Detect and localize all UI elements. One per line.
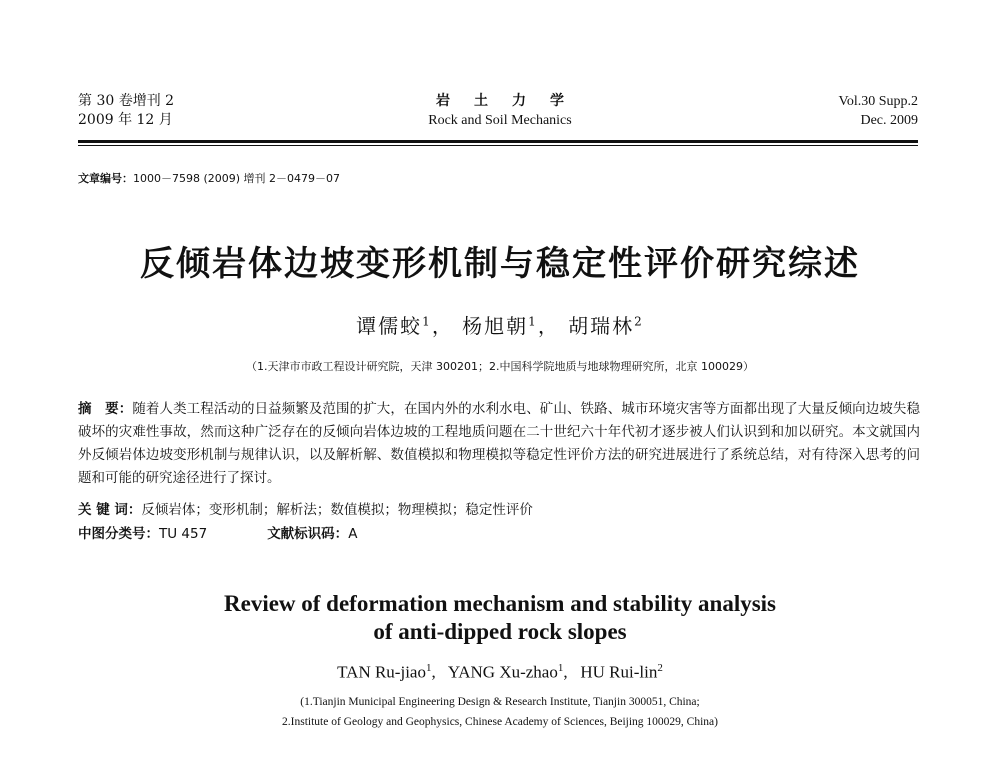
author-cn-3-sup: 2: [634, 314, 644, 329]
title-en: [0, 590, 1000, 646]
header-date-en: Dec. 2009: [860, 113, 918, 128]
header-center: [380, 92, 620, 130]
author-cn-2-sep: ，: [537, 314, 560, 338]
clc-value: TU 457: [159, 526, 208, 542]
doc-code-value: A: [348, 526, 358, 542]
header-journal-en: Rock and Soil Mechanics: [428, 113, 572, 128]
keywords-cn: [78, 498, 533, 518]
header-left: [78, 92, 174, 130]
author-en-2: YANG Xu-zhao: [447, 662, 558, 682]
header-rule-thick: [78, 140, 918, 143]
header-right: [839, 92, 918, 130]
author-en-3: HU Rui-lin: [580, 662, 658, 682]
article-number-label: 文章编号：: [78, 172, 133, 185]
author-cn-2: 杨旭朝: [462, 314, 529, 338]
authors-en: [0, 662, 1000, 683]
author-cn-3: 胡瑞林: [568, 314, 635, 338]
abstract-text: 随着人类工程活动的日益频繁及范围的扩大，在国内外的水利水电、矿山、铁路、城市环境灾害等方面都出现了大量反倾向边坡失稳破坏的灾难性事故，然而这种广泛存在的反倾向岩体边坡的工程地质问题在二十世纪六十年代初才逐步被人们认识到和加以研究。本文就国内外反倾岩体边坡变形机制与规律认识，以及解析解、数值模拟和物理模拟等稳定性评价方法的研究进展进行了系统总结，对有待深入思考的问题和可能的研究途径进行了探讨。: [78, 401, 920, 486]
article-number-value: 1000－7598 (2009) 增刊 2－0479－07: [133, 172, 341, 185]
authors-cn: [0, 310, 1000, 339]
author-cn-1: 谭儒蛟: [356, 314, 423, 338]
header-volume-cn: 第 30 卷增刊 2: [78, 93, 175, 109]
keywords-text: 反倾岩体；变形机制；解析法；数值模拟；物理模拟；稳定性评价: [141, 502, 533, 518]
clc-label: 中图分类号：: [78, 526, 159, 542]
header-volume-en: Vol.30 Supp.2: [838, 94, 918, 109]
header-journal-cn: 岩土力学: [436, 93, 588, 109]
author-en-3-sup: 2: [657, 662, 663, 674]
affiliation-en: [0, 692, 1000, 732]
article-number: [78, 170, 340, 186]
author-en-1-sep: ,: [431, 662, 436, 682]
header-rule-thin: [78, 145, 918, 146]
abstract-cn: [78, 398, 920, 490]
affiliation-en-line1: (1.Tianjin Municipal Engineering Design & Research Institute, Tianjin 300051, China;: [300, 696, 700, 708]
author-en-2-sup: 1: [557, 662, 564, 674]
abstract-label: 摘 要：: [78, 401, 133, 417]
classification: [78, 522, 357, 542]
author-en-1: TAN Ru-jiao: [337, 662, 426, 682]
author-en-2-sep: ,: [563, 662, 568, 682]
header-date-cn: 2009 年 12 月: [78, 112, 173, 128]
affiliation-cn: （1.天津市市政工程设计研究院，天津 300201；2.中国科学院地质与地球物理研究所，北京 100029）: [246, 360, 754, 373]
title-en-line2: of anti-dipped rock slopes: [373, 619, 627, 644]
keywords-label: 关 键 词：: [78, 502, 142, 518]
doc-code-label: 文献标识码：: [267, 526, 349, 542]
author-en-1-sup: 1: [425, 662, 432, 674]
title-cn: 反倾岩体边坡变形机制与稳定性评价研究综述: [140, 244, 860, 284]
affiliation-en-line2: 2.Institute of Geology and Geophysics, Chinese Academy of Sciences, Beijing 100029, China): [282, 716, 718, 728]
title-en-line1: Review of deformation mechanism and stability analysis: [224, 591, 776, 616]
author-cn-1-sep: ，: [431, 314, 454, 338]
author-cn-2-sup: 1: [528, 314, 538, 329]
author-cn-1-sup: 1: [422, 314, 432, 329]
